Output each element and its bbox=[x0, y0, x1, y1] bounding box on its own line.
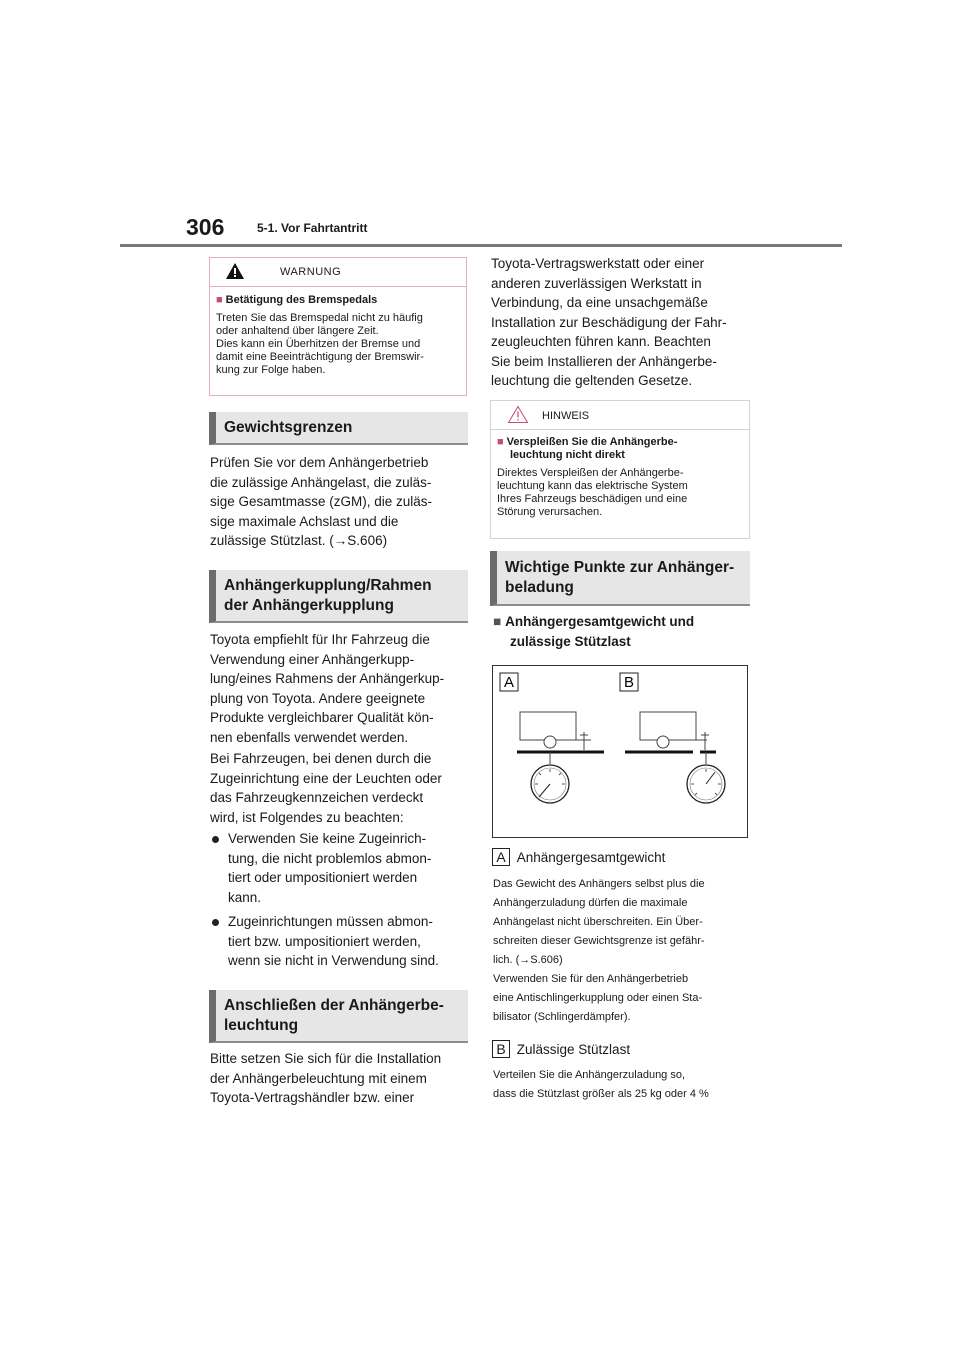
section1-paragraph: Prüfen Sie vor dem Anhängerbetrieb die zulässige Anhängelast, die zuläs- sige Gesamtmasse (zGM), die zuläs- sige maximale Achslast und die zulässige Stützlast. (→S.606) bbox=[210, 455, 433, 548]
warning-header bbox=[210, 258, 466, 287]
list-item: Zugeinrichtungen müssen abmon- tiert bzw. umpositioniert werden, wenn sie nicht in Verwendung sind. bbox=[212, 912, 472, 972]
trailer-weight-figure bbox=[492, 665, 748, 838]
warning-subtitle: ■ Betätigung des Bremspedals bbox=[216, 294, 378, 306]
header-rule bbox=[120, 244, 842, 247]
item-a-text: Das Gewicht des Anhängers selbst plus die Anhängerzuladung dürfen die maximale Anhängelast nicht überschreiten. Ein Über- schreiten dieser Gewichtsgrenze ist gefähr- lich. (→S.606) Verwenden Sie für den Anhängerbetrieb eine Antischlingerkupplung oder einen Sta- bilisator (Schlingerdämpfer). bbox=[493, 878, 705, 1023]
list-item: Verwenden Sie keine Zugeinrich- tung, die nicht problemlos abmon- tiert oder umpositioniert werden kann. bbox=[212, 829, 472, 909]
trailer-illustration bbox=[493, 666, 747, 837]
section2-paragraph-b: Bei Fahrzeugen, bei denen durch die Zugeinrichtung eine der Leuchten oder das Fahrzeugkennzeichen verdeckt wird, ist Folgendes zu beachten: bbox=[210, 751, 442, 825]
figure-label-a: A bbox=[503, 674, 515, 691]
bullet-dot-icon bbox=[212, 919, 219, 926]
label-b-badge: B bbox=[492, 1040, 510, 1058]
square-bullet-icon: ■ bbox=[493, 614, 502, 629]
hint-title: HINWEIS bbox=[542, 410, 590, 422]
label-a-badge: A bbox=[492, 848, 510, 866]
hint-header bbox=[491, 401, 749, 430]
item-a-title: Anhängergesamtgewicht bbox=[516, 850, 666, 865]
trailer-scale-a bbox=[517, 712, 604, 803]
section2-paragraph: Toyota empfiehlt für Ihr Fahrzeug die Verwendung einer Anhängerkupp- lung/eines Rahmens der Anhängerkup- plung von Toyota. Andere geeignete Produkte vergleichbarer Qualität kön- nen ebenfalls verwendet werden. bbox=[210, 632, 445, 745]
item-b-heading bbox=[492, 1040, 752, 1058]
hint-subtitle: ■ Verspleißen Sie die Anhängerbe- leuchtung nicht direkt bbox=[497, 436, 678, 461]
item-b-text: Verteilen Sie die Anhängerzuladung so, dass die Stützlast größer als 25 kg oder 4 % bbox=[493, 1069, 709, 1100]
trailer-scale-b bbox=[625, 712, 725, 803]
subheading-gesamtgewicht: ■ Anhängergesamtgewicht und zulässige Stützlast bbox=[493, 614, 695, 649]
square-bullet-icon: ■ bbox=[497, 436, 504, 448]
section3-paragraph: Bitte setzen Sie sich für die Installation der Anhängerbeleuchtung mit einem Toyota-Vertragshändler bzw. einer bbox=[210, 1051, 442, 1105]
figure-label-b: B bbox=[623, 674, 635, 691]
hint-text: Direktes Verspleißen der Anhängerbe- leuchtung kann das elektrische System Ihres Fahrzeugs beschädigen und eine Störung verursachen. bbox=[497, 467, 688, 518]
warning-title: WARNUNG bbox=[280, 266, 342, 278]
caution-triangle-icon bbox=[507, 405, 529, 424]
chapter-title: 5-1. Vor Fahrtantritt bbox=[257, 221, 368, 235]
square-bullet-icon: ■ bbox=[216, 294, 223, 306]
section-heading-anhaengerkupplung: Anhängerkupplung/Rahmen der Anhängerkupplung bbox=[209, 570, 468, 623]
intro-paragraph: Toyota-Vertragswerkstatt oder einer anderen zuverlässigen Werkstatt in Verbindung, da eine unsachgemäße Installation zur Beschädigung der Fahr- zeugleuchten führen kann. Beachten Sie beim Installieren der Anhängerbe- leuchtung die geltenden Gesetze. bbox=[491, 256, 727, 388]
warning-triangle-icon bbox=[225, 262, 245, 280]
section-heading-gewichtsgrenzen: Gewichtsgrenzen bbox=[209, 412, 468, 445]
hint-box bbox=[490, 400, 750, 539]
page-number: 306 bbox=[186, 214, 225, 240]
warning-box bbox=[209, 257, 467, 396]
section-heading-anhaengerbeladung: Wichtige Punkte zur Anhänger- beladung bbox=[490, 551, 750, 606]
item-a-heading bbox=[492, 848, 752, 866]
section-heading-anhaengerbeleuchtung: Anschließen der Anhängerbe- leuchtung bbox=[209, 990, 468, 1043]
item-b-title: Zulässige Stützlast bbox=[516, 1042, 631, 1057]
bullet-dot-icon bbox=[212, 836, 219, 843]
warning-text: Treten Sie das Bremspedal nicht zu häufig oder anhaltend über längere Zeit. Dies kann ein Überhitzen der Bremse und damit eine Beeinträchtigung der Bremswir- kung zur Folge haben. bbox=[216, 312, 424, 376]
